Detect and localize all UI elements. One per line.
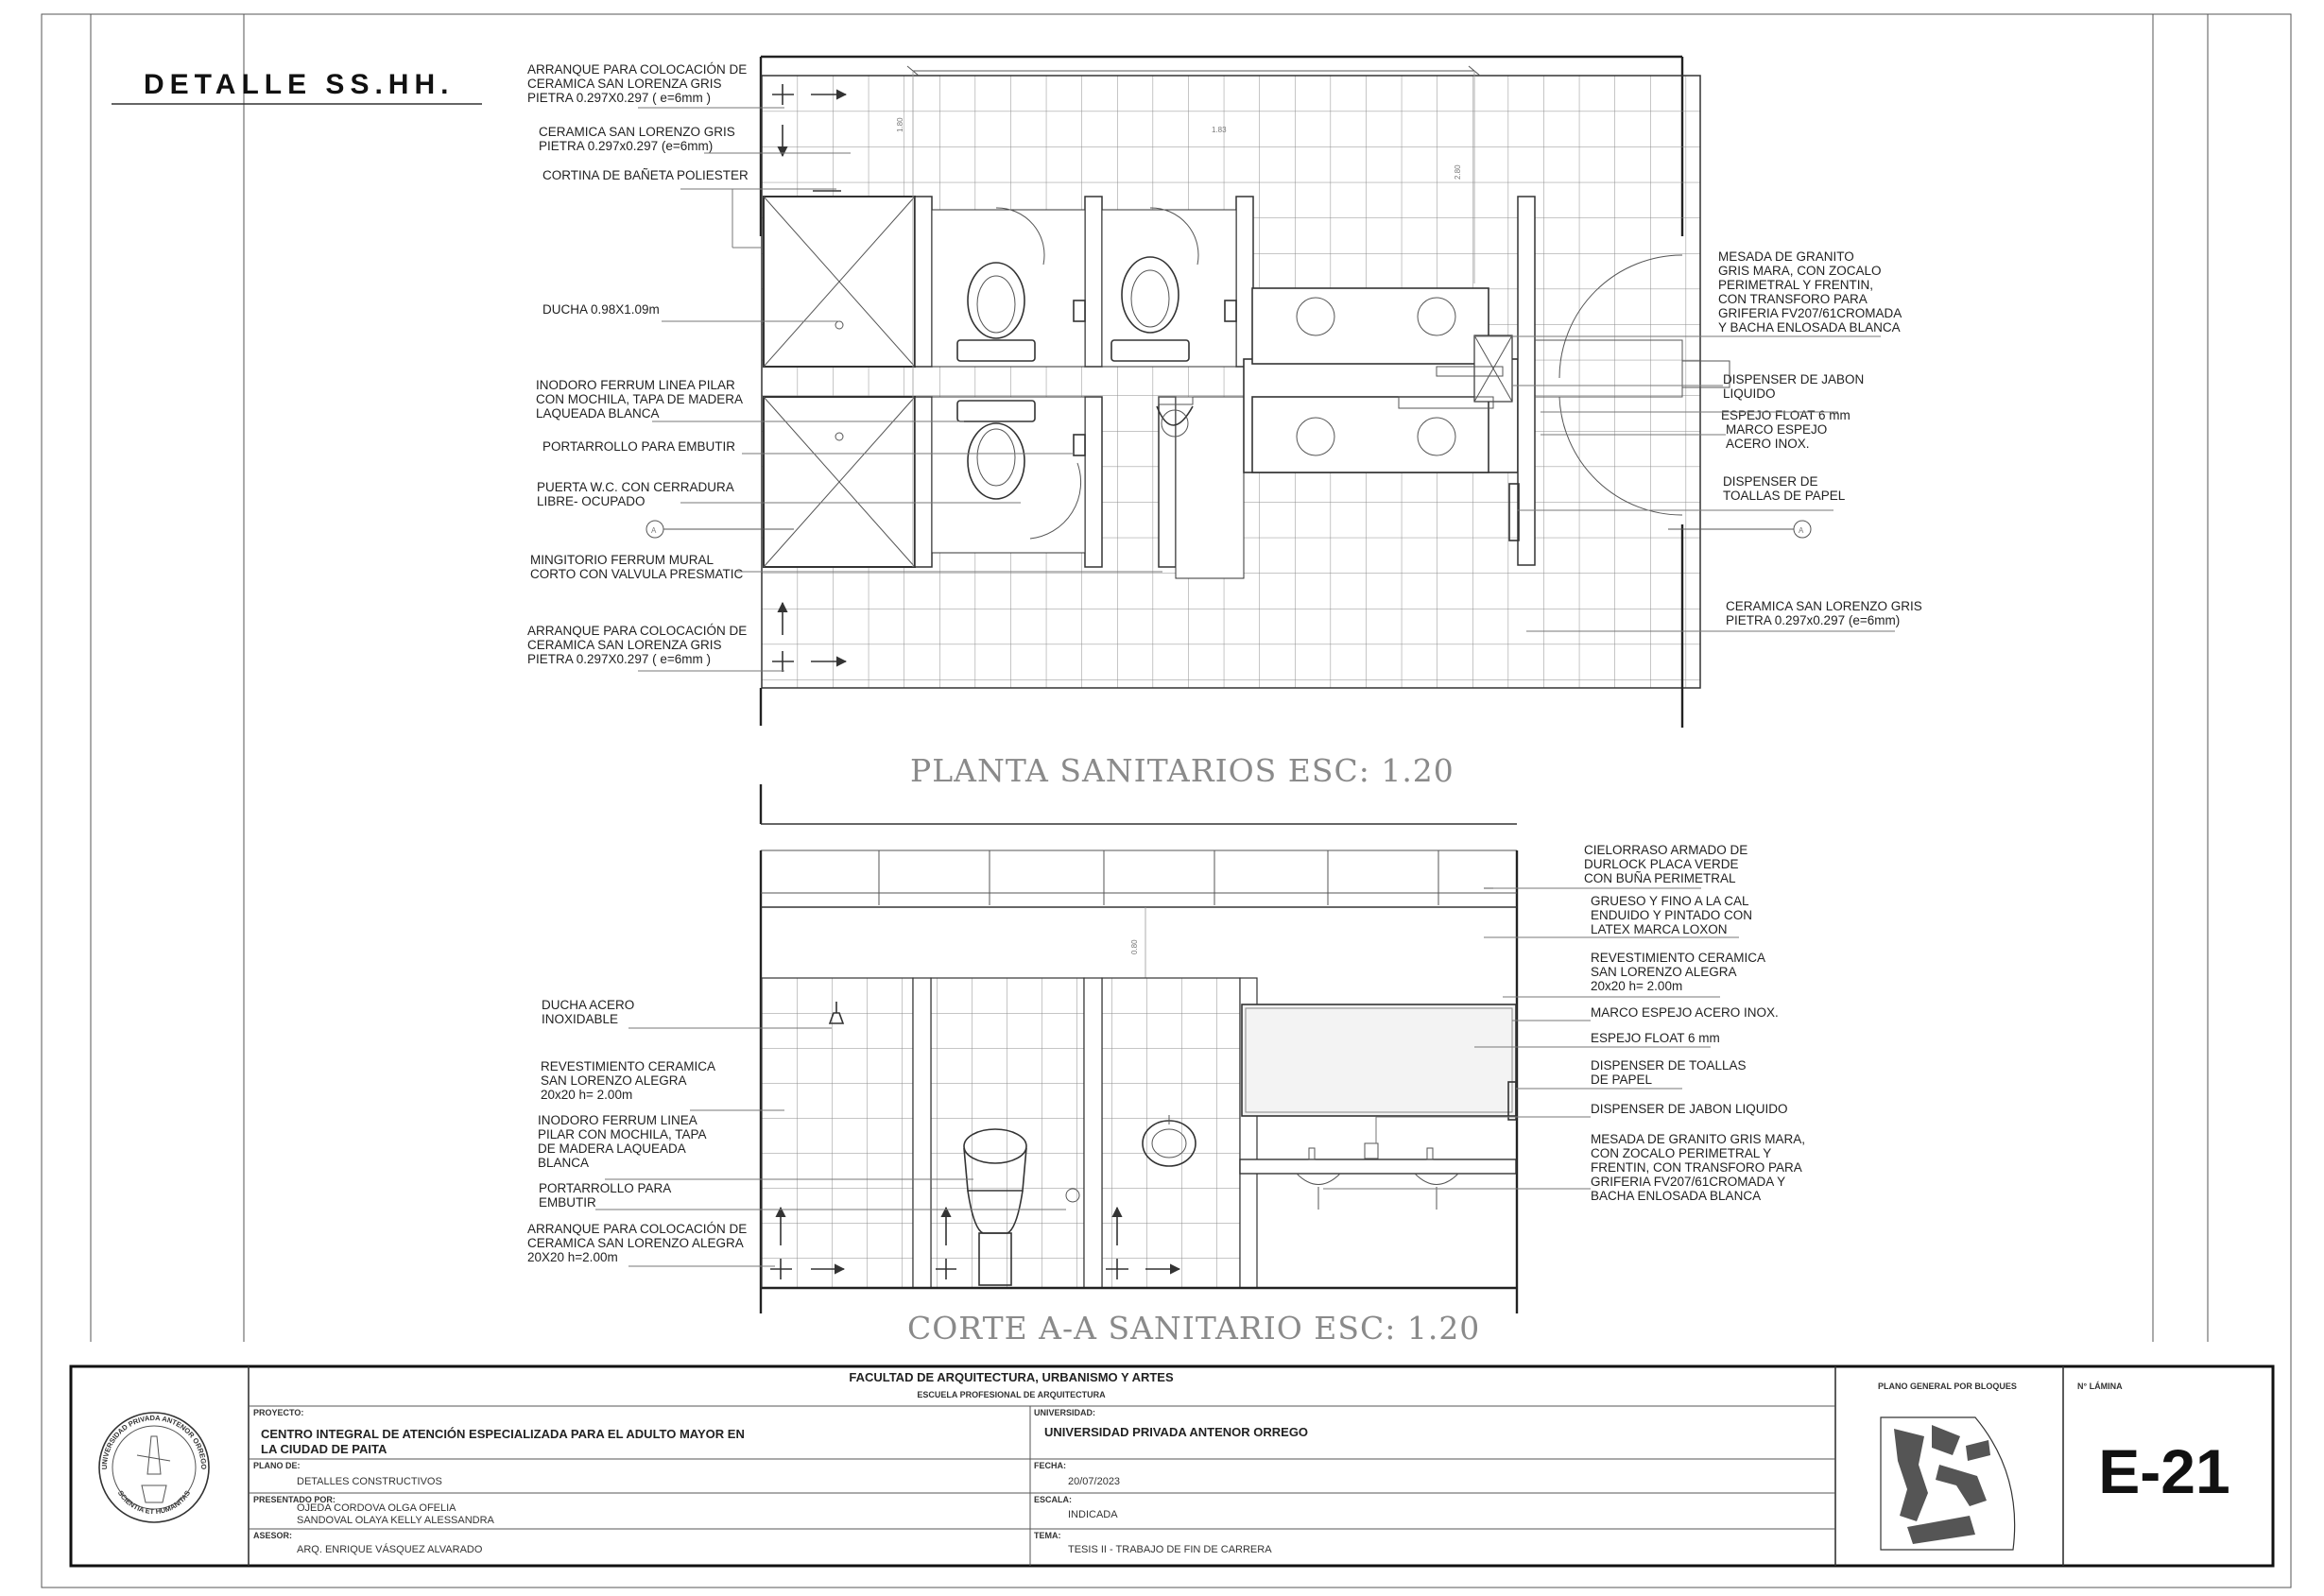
label-arranque-section: ARRANQUE PARA COLOCACIÓN DE CERAMICA SAN LORENZO ALEGRA 20X20 h=2.00m: [527, 1222, 748, 1264]
label-cortina: CORTINA DE BAÑETA POLIESTER: [542, 168, 749, 182]
sheet-title: DETALLE SS.HH.: [144, 69, 455, 100]
shower-upper: [764, 191, 915, 367]
label-dispenser-jabon: DISPENSER DE JABON LIQUIDO: [1723, 372, 1865, 401]
project-label: PROYECTO:: [253, 1408, 304, 1417]
sheet-number: E-21: [2098, 1436, 2230, 1506]
title-block: [71, 1366, 2273, 1566]
plan-view: [646, 57, 1811, 728]
presented-by: OJEDA CORDOVA OLGA OFELIA SANDOVAL OLAYA KELLY ALESSANDRA: [297, 1502, 494, 1526]
scale-value: INDICADA: [1068, 1509, 1118, 1520]
section-view: [761, 784, 1517, 1313]
label-revestimiento-left: REVESTIMIENTO CERAMICA SAN LORENZO ALEGRA 20x20 h= 2.00m: [541, 1059, 715, 1102]
label-portarrollo: PORTARROLLO PARA EMBUTIR: [542, 439, 736, 454]
date-label: FECHA:: [1034, 1461, 1066, 1470]
plan-value: DETALLES CONSTRUCTIVOS: [297, 1476, 442, 1487]
label-revestimiento-right: REVESTIMIENTO CERAMICA SAN LORENZO ALEGRA 20x20 h= 2.00m: [1591, 951, 1765, 993]
svg-text:1.80: 1.80: [896, 117, 904, 132]
svg-text:0.80: 0.80: [1130, 939, 1139, 954]
theme-value: TESIS II - TRABAJO DE FIN DE CARRERA: [1068, 1544, 1272, 1555]
svg-text:A: A: [651, 526, 657, 535]
label-espejo: ESPEJO FLOAT 6 mm: [1721, 408, 1851, 422]
label-marco-espejo-section: MARCO ESPEJO ACERO INOX.: [1591, 1005, 1779, 1020]
svg-text:A: A: [1799, 526, 1804, 535]
key-plan-label: PLANO GENERAL POR BLOQUES: [1878, 1381, 2017, 1391]
label-arranque-bottom: ARRANQUE PARA COLOCACIÓN DE CERAMICA SAN LORENZA GRIS PIETRA 0.297X0.297 ( e=6mm ): [527, 624, 748, 666]
shower-lower: [764, 397, 915, 567]
seal-text-bottom: SCIENTIA ET HUMANITAS: [115, 1488, 193, 1517]
plan-label: PLANO DE:: [253, 1461, 301, 1470]
date-value: 20/07/2023: [1068, 1476, 1121, 1487]
plan-view-title: PLANTA SANITARIOS ESC: 1.20: [910, 752, 1455, 789]
school-name: ESCUELA PROFESIONAL DE ARQUITECTURA: [917, 1390, 1106, 1399]
section-tile-wall-1: [762, 978, 913, 1288]
label-ducha-acero: DUCHA ACERO INOXIDABLE: [542, 998, 635, 1026]
label-mesada-section: MESADA DE GRANITO GRIS MARA, CON ZOCALO PERIMETRAL Y FRENTIN, CON TRANSFORO PARA GRIFERIA FV207/61CROMADA Y BACHA ENLOSADA BLANCA: [1591, 1132, 1806, 1203]
advisor-value: ARQ. ENRIQUE VÁSQUEZ ALVARADO: [297, 1544, 483, 1555]
scale-label: ESCALA:: [1034, 1495, 1072, 1504]
faculty-name: FACULTAD DE ARQUITECTURA, URBANISMO Y ARTES: [849, 1370, 1174, 1384]
label-dispenser-jabon-section: DISPENSER DE JABON LIQUIDO: [1591, 1102, 1788, 1116]
section-view-title: CORTE A-A SANITARIO ESC: 1.20: [907, 1310, 1481, 1347]
ceiling-panels: [761, 850, 1517, 907]
sheet-number-label: N° LÁMINA: [2077, 1381, 2123, 1391]
seal-text-top: UNIVERSIDAD PRIVADA ANTENOR ORREGO: [99, 1413, 209, 1470]
label-mesada: MESADA DE GRANITO GRIS MARA, CON ZOCALO PERIMETRAL Y FRENTIN, CON TRANSFORO PARA GRIFERIA FV207/61CROMADA Y BACHA ENLOSADA BLANCA: [1718, 249, 1902, 335]
section-tile-wall-2: [931, 978, 1084, 1288]
plan-tile-floor: [762, 76, 1700, 688]
advisor-label: ASESOR:: [253, 1531, 293, 1540]
svg-text:1.83: 1.83: [1212, 126, 1227, 134]
section-tile-wall-3: [1102, 978, 1240, 1288]
theme-label: TEMA:: [1034, 1531, 1061, 1540]
label-marco-espejo: MARCO ESPEJO ACERO INOX.: [1726, 422, 1828, 451]
label-espejo-section: ESPEJO FLOAT 6 mm: [1591, 1031, 1720, 1045]
university-label: UNIVERSIDAD:: [1034, 1408, 1096, 1417]
mirror-elevation: [1242, 1004, 1516, 1116]
label-ducha: DUCHA 0.98X1.09m: [542, 302, 660, 317]
presented-label: PRESENTADO POR:: [253, 1495, 336, 1504]
project-name: CENTRO INTEGRAL DE ATENCIÓN ESPECIALIZADA PARA EL ADULTO MAYOR EN LA CIUDAD DE PAITA: [261, 1427, 745, 1456]
label-inodoro-section: INODORO FERRUM LINEA PILAR CON MOCHILA, TAPA DE MADERA LAQUEADA BLANCA: [538, 1113, 706, 1170]
svg-text:2.80: 2.80: [1454, 164, 1462, 180]
label-cielorraso: CIELORRASO ARMADO DE DURLOCK PLACA VERDE CON BUÑA PERIMETRAL: [1584, 843, 1748, 885]
label-mingitorio: MINGITORIO FERRUM MURAL CORTO CON VALVULA PRESMATIC: [530, 553, 744, 581]
label-puerta: PUERTA W.C. CON CERRADURA LIBRE- OCUPADO: [537, 480, 734, 508]
label-inodoro: INODORO FERRUM LINEA PILAR CON MOCHILA, TAPA DE MADERA LAQUEADA BLANCA: [536, 378, 743, 420]
label-dispenser-toallas: DISPENSER DE TOALLAS DE PAPEL: [1723, 474, 1846, 503]
university-name: UNIVERSIDAD PRIVADA ANTENOR ORREGO: [1044, 1425, 1309, 1439]
label-arranque-top: ARRANQUE PARA COLOCACIÓN DE CERAMICA SAN LORENZA GRIS PIETRA 0.297X0.297 ( e=6mm ): [527, 62, 748, 105]
label-ceramica-right: CERAMICA SAN LORENZO GRIS PIETRA 0.297x0.297 (e=6mm): [1726, 599, 1922, 627]
label-dispenser-toallas-section: DISPENSER DE TOALLAS DE PAPEL: [1591, 1058, 1747, 1087]
label-grueso-fino: GRUESO Y FINO A LA CAL ENDUIDO Y PINTADO CON LATEX MARCA LOXON: [1591, 894, 1753, 936]
label-ceramica: CERAMICA SAN LORENZO GRIS PIETRA 0.297x0.297 (e=6mm): [539, 125, 735, 153]
label-portarrollo-section: PORTARROLLO PARA EMBUTIR: [539, 1181, 671, 1210]
